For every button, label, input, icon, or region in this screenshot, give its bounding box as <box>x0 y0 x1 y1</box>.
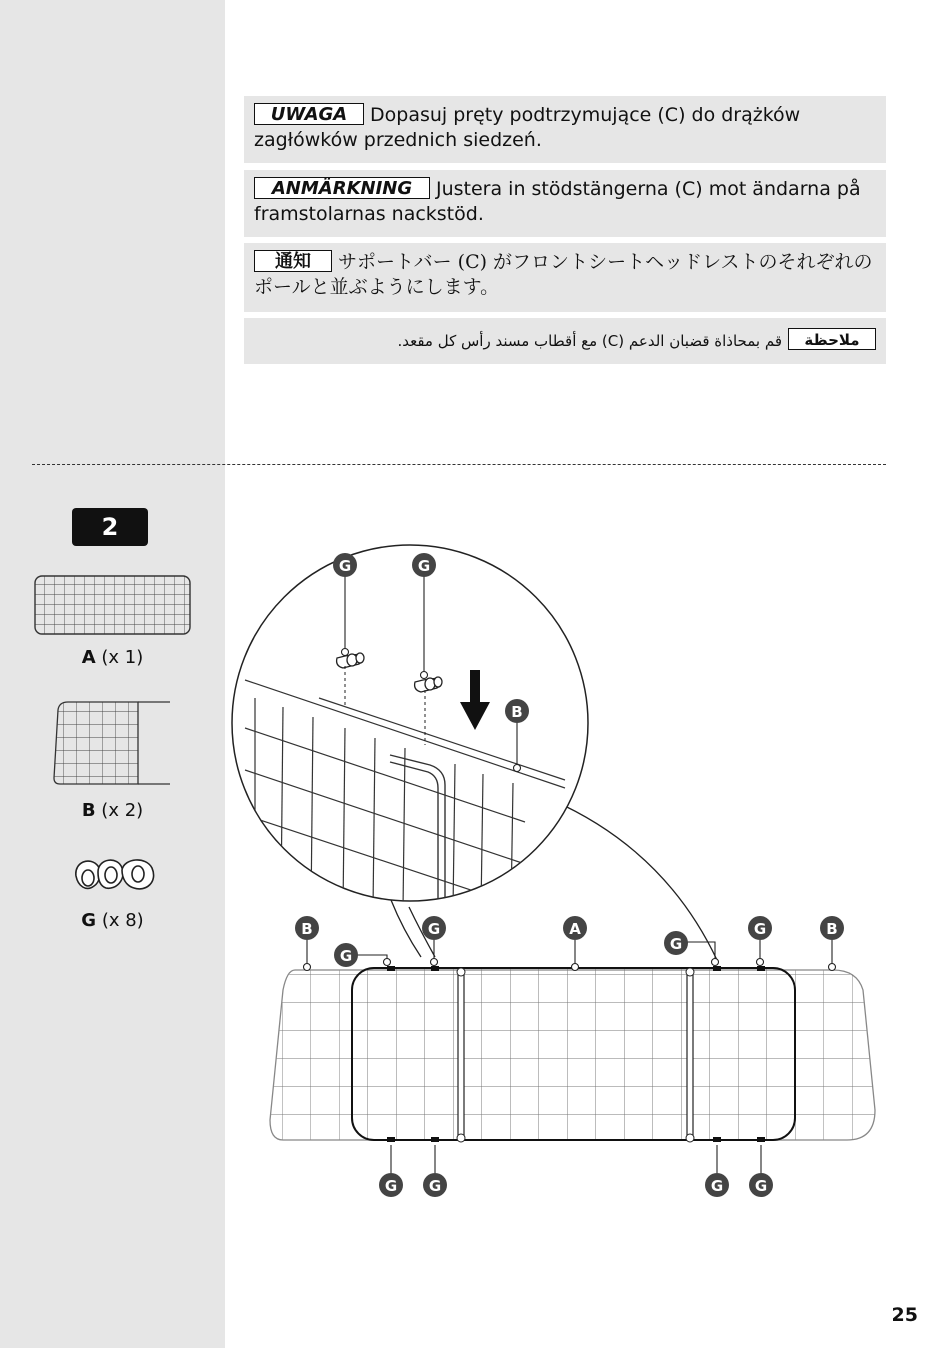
svg-text:G: G <box>384 1177 398 1195</box>
note-text-swedish: Justera in stödstängerna (C) mot ändarna på framstolarnas nackstöd. <box>254 178 861 225</box>
dog-guard-assembly <box>270 940 875 1173</box>
note-text-arabic: قم بمحاذاة قضبان الدعم (C) مع أقطاب مسند رأس كل مقعد. <box>397 332 782 350</box>
svg-text:G: G <box>338 557 352 575</box>
note-text-japanese: サポートバー (C) がフロントシートヘッドレストのそれぞれのポールと並ぶようにします。 <box>254 251 873 298</box>
part-g-label: G (x 8) <box>81 910 144 931</box>
svg-text:G: G <box>417 557 431 575</box>
svg-text:B: B <box>511 703 523 721</box>
magnifier-callout <box>232 545 717 960</box>
note-swedish <box>244 170 886 237</box>
svg-text:G: G <box>339 947 353 965</box>
left-sidebar <box>0 0 225 1348</box>
part-g-clip-icon <box>70 850 160 898</box>
note-polish <box>244 96 886 163</box>
svg-text:G: G <box>428 1177 442 1195</box>
svg-text:G: G <box>753 920 767 938</box>
note-tag-anmarkning: ANMÄRKNING <box>254 177 430 199</box>
svg-text:G: G <box>669 935 683 953</box>
note-text-polish: Dopasuj pręty podtrzymujące (C) do drążków zagłówków przednich siedzeń. <box>254 104 801 151</box>
part-a-label: A (x 1) <box>81 647 144 668</box>
svg-text:G: G <box>427 920 441 938</box>
page-number: 25 <box>891 1304 918 1326</box>
note-tag-tsuchi: 通知 <box>254 250 332 272</box>
section-divider <box>32 464 886 465</box>
part-b-label: B (x 2) <box>81 800 144 821</box>
svg-text:A: A <box>569 920 581 938</box>
svg-text:B: B <box>301 920 313 938</box>
note-japanese <box>244 243 886 312</box>
step-number-badge: 2 <box>72 508 148 546</box>
note-tag-mulahaza: ملاحظة <box>788 328 876 350</box>
note-arabic <box>244 318 886 364</box>
note-tag-uwaga: UWAGA <box>254 103 364 125</box>
svg-text:G: G <box>710 1177 724 1195</box>
part-a-icon <box>34 574 192 636</box>
svg-text:G: G <box>754 1177 768 1195</box>
assembly-diagram <box>225 470 950 1230</box>
part-b-icon <box>50 698 175 790</box>
svg-text:B: B <box>826 920 838 938</box>
